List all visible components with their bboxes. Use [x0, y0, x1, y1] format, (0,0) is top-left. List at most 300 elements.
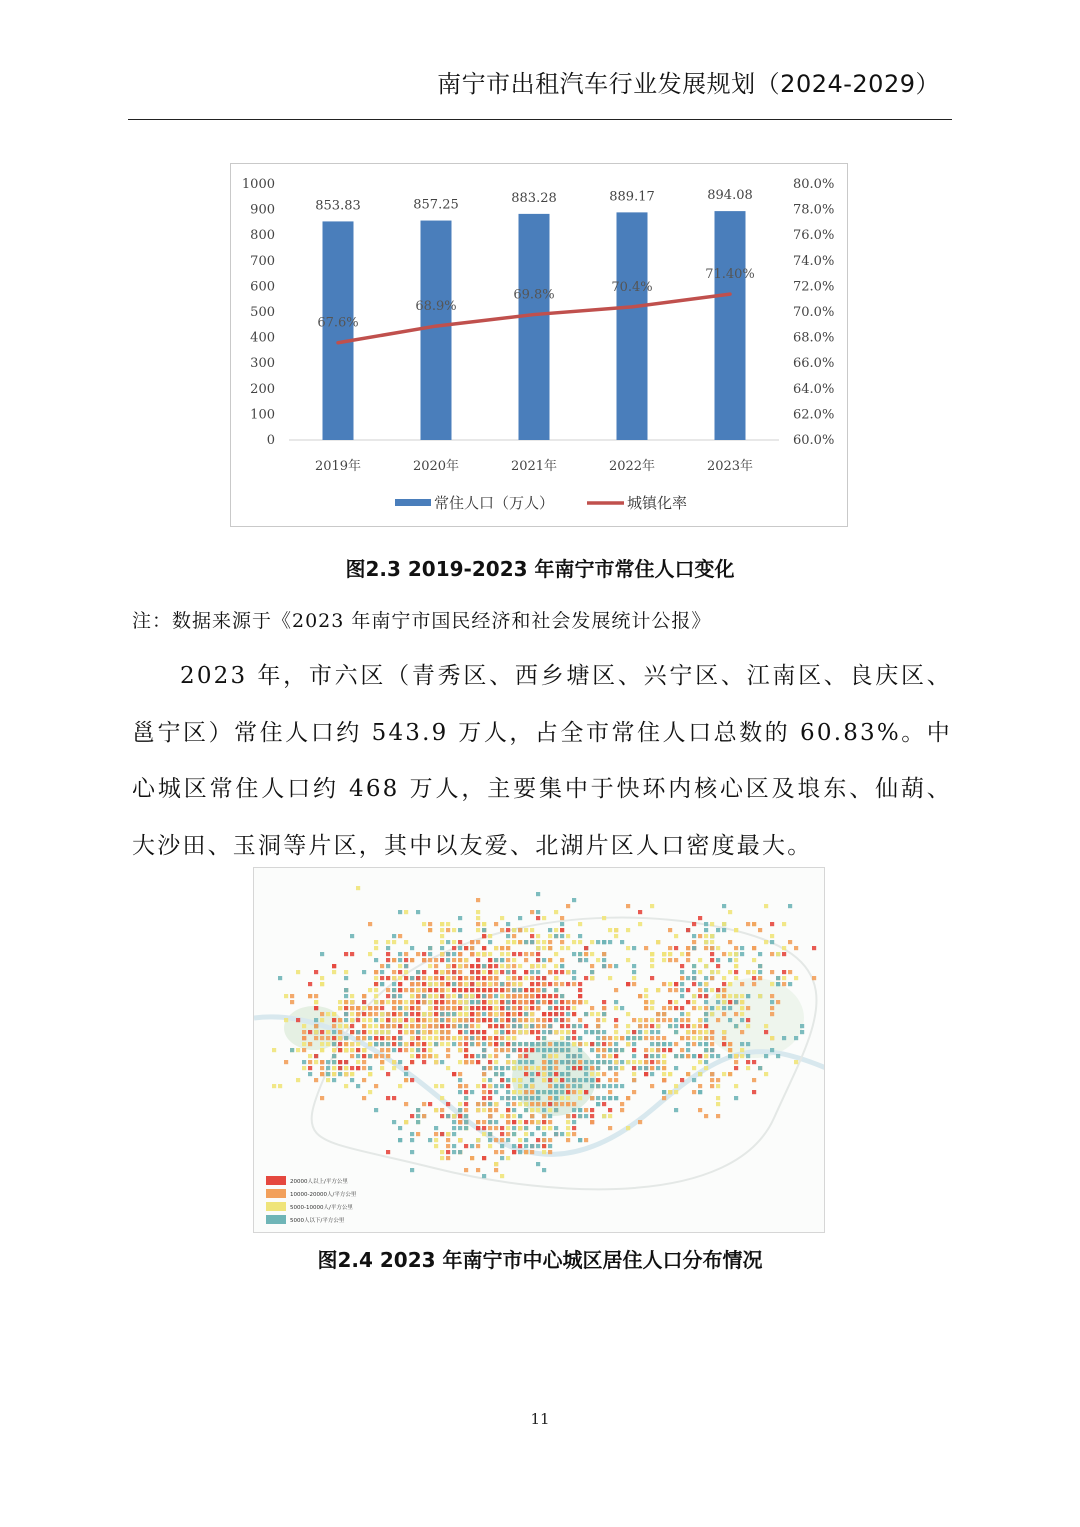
density-cell	[428, 1000, 432, 1004]
density-cell	[728, 994, 732, 998]
line-value-label: 67.6%	[317, 315, 359, 331]
density-cell	[542, 982, 546, 986]
density-cell	[590, 1030, 594, 1034]
density-cell	[626, 982, 630, 986]
density-cell	[686, 1036, 690, 1040]
density-cell	[428, 958, 432, 962]
density-cell	[554, 1108, 558, 1112]
map-legend-swatch	[266, 1176, 286, 1185]
density-cell	[380, 1024, 384, 1028]
density-cell	[530, 1120, 534, 1124]
density-cell	[494, 958, 498, 962]
density-cell	[512, 1150, 516, 1154]
density-cell	[446, 1048, 450, 1052]
density-cell	[464, 1054, 468, 1058]
density-cell	[500, 1126, 504, 1130]
density-cell	[482, 922, 486, 926]
density-cell	[770, 994, 774, 998]
density-cell	[446, 1150, 450, 1154]
density-cell	[428, 952, 432, 956]
density-cell	[482, 1174, 486, 1178]
density-cell	[350, 1030, 354, 1034]
density-cell	[518, 1018, 522, 1022]
density-cell	[620, 1060, 624, 1064]
density-cell	[464, 1108, 468, 1112]
density-cell	[632, 976, 636, 980]
density-cell	[698, 1054, 702, 1058]
density-cell	[422, 1054, 426, 1058]
density-cell	[578, 1084, 582, 1088]
density-cell	[506, 1078, 510, 1082]
density-cell	[476, 970, 480, 974]
density-cell	[704, 1006, 708, 1010]
density-cell	[452, 946, 456, 950]
density-cell	[392, 982, 396, 986]
density-cell	[452, 1036, 456, 1040]
density-cell	[566, 934, 570, 938]
density-cell	[458, 1024, 462, 1028]
density-cell	[272, 1084, 276, 1088]
density-cell	[626, 1012, 630, 1016]
density-cell	[482, 970, 486, 974]
density-cell	[476, 898, 480, 902]
density-cell	[530, 934, 534, 938]
density-cell	[368, 1054, 372, 1058]
density-cell	[554, 988, 558, 992]
density-cell	[482, 1096, 486, 1100]
density-cell	[452, 964, 456, 968]
density-cell	[602, 940, 606, 944]
density-cell	[710, 970, 714, 974]
density-cell	[350, 1078, 354, 1082]
density-cell	[458, 1108, 462, 1112]
density-cell	[548, 1060, 552, 1064]
density-cell	[590, 1042, 594, 1046]
density-cell	[728, 1072, 732, 1076]
density-cell	[566, 1132, 570, 1136]
density-cell	[326, 1030, 330, 1034]
density-cell	[536, 952, 540, 956]
density-cell	[476, 1054, 480, 1058]
density-cell	[386, 940, 390, 944]
density-cell	[332, 1024, 336, 1028]
density-cell	[734, 970, 738, 974]
density-cell	[680, 1024, 684, 1028]
density-cell	[398, 1126, 402, 1130]
density-cell	[398, 1012, 402, 1016]
density-cell	[698, 1042, 702, 1046]
density-cell	[434, 1060, 438, 1064]
density-cell	[452, 1144, 456, 1148]
density-cell	[530, 1114, 534, 1118]
density-cell	[770, 922, 774, 926]
density-cell	[770, 934, 774, 938]
density-cell	[728, 1042, 732, 1046]
density-cell	[320, 1012, 324, 1016]
density-cell	[662, 1006, 666, 1010]
density-cell	[548, 1072, 552, 1076]
density-cell	[500, 1096, 504, 1100]
density-cell	[740, 946, 744, 950]
density-cell	[566, 1138, 570, 1142]
density-cell	[626, 1126, 630, 1130]
density-cell	[524, 1126, 528, 1130]
density-cell	[686, 1042, 690, 1046]
density-cell	[542, 1060, 546, 1064]
density-cell	[560, 1024, 564, 1028]
density-cell	[500, 1042, 504, 1046]
density-cell	[614, 1042, 618, 1046]
density-cell	[566, 1054, 570, 1058]
density-cell	[374, 994, 378, 998]
density-cell	[764, 1072, 768, 1076]
density-cell	[494, 946, 498, 950]
density-cell	[644, 994, 648, 998]
density-cell	[566, 1084, 570, 1088]
density-cell	[722, 1012, 726, 1016]
density-cell	[452, 1042, 456, 1046]
density-cell	[440, 982, 444, 986]
density-cell	[308, 1054, 312, 1058]
density-cell	[344, 1060, 348, 1064]
density-cell	[398, 1042, 402, 1046]
density-cell	[470, 1036, 474, 1040]
density-cell	[398, 964, 402, 968]
density-cell	[710, 946, 714, 950]
density-cell	[392, 958, 396, 962]
density-cell	[278, 976, 282, 980]
density-cell	[584, 1072, 588, 1076]
density-cell	[506, 1108, 510, 1112]
density-cell	[524, 1012, 528, 1016]
density-cell	[314, 1036, 318, 1040]
density-cell	[458, 982, 462, 986]
density-cell	[440, 1060, 444, 1064]
density-cell	[440, 1018, 444, 1022]
density-cell	[734, 958, 738, 962]
density-cell	[404, 910, 408, 914]
density-cell	[446, 964, 450, 968]
density-cell	[494, 988, 498, 992]
density-cell	[500, 970, 504, 974]
density-cell	[350, 994, 354, 998]
density-cell	[446, 994, 450, 998]
density-cell	[614, 988, 618, 992]
density-cell	[440, 922, 444, 926]
density-cell	[392, 994, 396, 998]
density-cell	[476, 958, 480, 962]
density-cell	[572, 898, 576, 902]
density-cell	[626, 1096, 630, 1100]
bar-2020年	[421, 221, 452, 440]
density-cell	[536, 1126, 540, 1130]
density-cell	[476, 982, 480, 986]
density-cell	[440, 940, 444, 944]
density-cell	[482, 1084, 486, 1088]
density-cell	[644, 946, 648, 950]
density-cell	[548, 1030, 552, 1034]
density-cell	[656, 1012, 660, 1016]
density-cell	[446, 1036, 450, 1040]
y-left-tick-label: 700	[250, 253, 275, 269]
density-cell	[548, 1126, 552, 1130]
density-cell	[458, 940, 462, 944]
density-cell	[482, 1090, 486, 1094]
density-cell	[380, 1048, 384, 1052]
density-cell	[524, 1048, 528, 1052]
density-cell	[782, 952, 786, 956]
density-cell	[470, 1018, 474, 1022]
density-cell	[482, 964, 486, 968]
density-cell	[494, 1150, 498, 1154]
density-cell	[434, 1012, 438, 1016]
density-cell	[344, 1006, 348, 1010]
density-cell	[332, 970, 336, 974]
density-cell	[764, 1054, 768, 1058]
density-cell	[326, 1060, 330, 1064]
document-header-title: 南宁市出租汽车行业发展规划（2024-2029）	[437, 70, 940, 98]
density-cell	[590, 1060, 594, 1064]
density-cell	[494, 994, 498, 998]
density-cell	[524, 994, 528, 998]
density-cell	[512, 964, 516, 968]
density-cell	[482, 1102, 486, 1106]
density-cell	[380, 976, 384, 980]
density-cell	[728, 1048, 732, 1052]
density-cell	[656, 988, 660, 992]
density-cell	[758, 928, 762, 932]
density-cell	[422, 970, 426, 974]
density-cell	[758, 994, 762, 998]
density-cell	[590, 1108, 594, 1112]
density-cell	[488, 982, 492, 986]
density-cell	[590, 964, 594, 968]
density-cell	[356, 1042, 360, 1046]
density-cell	[740, 1030, 744, 1034]
density-cell	[410, 988, 414, 992]
density-cell	[362, 994, 366, 998]
density-cell	[710, 1054, 714, 1058]
density-cell	[308, 1066, 312, 1070]
density-cell	[602, 1048, 606, 1052]
density-cell	[488, 1120, 492, 1124]
density-cell	[560, 1102, 564, 1106]
density-cell	[464, 1030, 468, 1034]
density-cell	[530, 1048, 534, 1052]
density-cell	[788, 970, 792, 974]
density-cell	[512, 1060, 516, 1064]
density-cell	[368, 1006, 372, 1010]
y-left-tick-label: 500	[250, 305, 275, 320]
density-cell	[632, 1090, 636, 1094]
density-cell	[422, 1060, 426, 1064]
density-cell	[566, 904, 570, 908]
legend-swatch-population	[395, 499, 431, 506]
density-cell	[374, 1000, 378, 1004]
density-cell	[584, 1114, 588, 1118]
y-left-tick-label: 400	[250, 330, 275, 346]
density-cell	[404, 1024, 408, 1028]
density-cell	[578, 1054, 582, 1058]
density-cell	[716, 1102, 720, 1106]
density-cell	[506, 934, 510, 938]
density-cell	[506, 1126, 510, 1130]
line-value-label: 68.9%	[415, 299, 457, 315]
density-cell	[770, 952, 774, 956]
density-cell	[548, 970, 552, 974]
density-cell	[692, 940, 696, 944]
density-cell	[764, 940, 768, 944]
density-cell	[434, 1126, 438, 1130]
density-cell	[728, 1018, 732, 1022]
density-cell	[458, 1084, 462, 1088]
density-cell	[374, 1042, 378, 1046]
density-cell	[404, 1018, 408, 1022]
density-cell	[500, 1150, 504, 1154]
density-cell	[284, 994, 288, 998]
density-cell	[440, 1096, 444, 1100]
density-cell	[506, 1120, 510, 1124]
density-cell	[668, 988, 672, 992]
density-cell	[452, 970, 456, 974]
density-cell	[548, 1054, 552, 1058]
density-cell	[494, 1012, 498, 1016]
density-cell	[578, 1024, 582, 1028]
bar-value-label: 857.25	[413, 197, 459, 213]
density-cell	[398, 1024, 402, 1028]
density-cell	[392, 1018, 396, 1022]
density-cell	[428, 1138, 432, 1142]
density-cell	[722, 1000, 726, 1004]
density-cell	[410, 1000, 414, 1004]
density-cell	[272, 1048, 276, 1052]
density-cell	[458, 964, 462, 968]
density-cell	[686, 1072, 690, 1076]
density-cell	[560, 970, 564, 974]
density-cell	[704, 1024, 708, 1028]
density-cell	[494, 1120, 498, 1124]
density-cell	[332, 1078, 336, 1082]
density-cell	[518, 1138, 522, 1142]
density-cell	[626, 1042, 630, 1046]
density-cell	[470, 994, 474, 998]
map-legend-swatch	[266, 1215, 286, 1224]
density-cell	[482, 1132, 486, 1136]
density-cell	[536, 970, 540, 974]
density-cell	[452, 1000, 456, 1004]
density-cell	[602, 916, 606, 920]
density-cell	[446, 982, 450, 986]
density-cell	[614, 1060, 618, 1064]
density-cell	[476, 1126, 480, 1130]
legend-label-urbanization: 城镇化率	[627, 494, 688, 512]
density-cell	[440, 1012, 444, 1016]
density-cell	[506, 952, 510, 956]
density-cell	[626, 1036, 630, 1040]
density-cell	[644, 1000, 648, 1004]
density-cell	[578, 1114, 582, 1118]
density-cell	[680, 1012, 684, 1016]
density-cell	[398, 1084, 402, 1088]
density-cell	[500, 928, 504, 932]
density-cell	[566, 1042, 570, 1046]
density-cell	[734, 1054, 738, 1058]
density-cell	[668, 1048, 672, 1052]
density-cell	[500, 1132, 504, 1136]
density-cell	[440, 928, 444, 932]
density-cell	[734, 1084, 738, 1088]
density-cell	[638, 1024, 642, 1028]
density-cell	[320, 1066, 324, 1070]
density-cell	[632, 1054, 636, 1058]
density-cell	[326, 1072, 330, 1076]
density-cell	[578, 1078, 582, 1082]
density-cell	[716, 964, 720, 968]
density-cell	[590, 976, 594, 980]
page-number: 11	[530, 1410, 550, 1428]
density-cell	[548, 946, 552, 950]
density-cell	[704, 1066, 708, 1070]
density-cell	[386, 946, 390, 950]
density-cell	[404, 1102, 408, 1106]
density-cell	[368, 1042, 372, 1046]
density-cell	[416, 1018, 420, 1022]
density-cell	[560, 1090, 564, 1094]
density-cell	[512, 1120, 516, 1124]
density-cell	[752, 970, 756, 974]
density-cell	[338, 1072, 342, 1076]
density-cell	[308, 982, 312, 986]
density-cell	[620, 1066, 624, 1070]
density-cell	[500, 1078, 504, 1082]
density-cell	[776, 1054, 780, 1058]
density-cell	[434, 1018, 438, 1022]
density-cell	[518, 1150, 522, 1154]
y-right-tick-label: 72.0%	[793, 279, 835, 295]
density-cell	[614, 1006, 618, 1010]
density-cell	[482, 1108, 486, 1112]
density-cell	[440, 1000, 444, 1004]
density-cell	[440, 988, 444, 992]
density-cell	[290, 1048, 294, 1052]
density-cell	[770, 1012, 774, 1016]
density-cell	[314, 994, 318, 998]
density-cell	[578, 1090, 582, 1094]
density-cell	[686, 1024, 690, 1028]
density-cell	[554, 1000, 558, 1004]
density-cell	[602, 1084, 606, 1088]
density-cell	[572, 976, 576, 980]
density-cell	[410, 1054, 414, 1058]
density-cell	[770, 1048, 774, 1052]
density-cell	[542, 916, 546, 920]
density-cell	[704, 1114, 708, 1118]
density-cell	[614, 1048, 618, 1052]
density-cell	[680, 1054, 684, 1058]
density-cell	[584, 1108, 588, 1112]
density-cell	[704, 976, 708, 980]
density-cell	[566, 982, 570, 986]
density-cell	[710, 1078, 714, 1082]
density-cell	[764, 1030, 768, 1034]
density-cell	[536, 940, 540, 944]
density-cell	[626, 1030, 630, 1034]
density-cell	[566, 1066, 570, 1070]
density-cell	[506, 1060, 510, 1064]
density-cell	[392, 1006, 396, 1010]
density-cell	[554, 1084, 558, 1088]
density-cell	[518, 916, 522, 920]
